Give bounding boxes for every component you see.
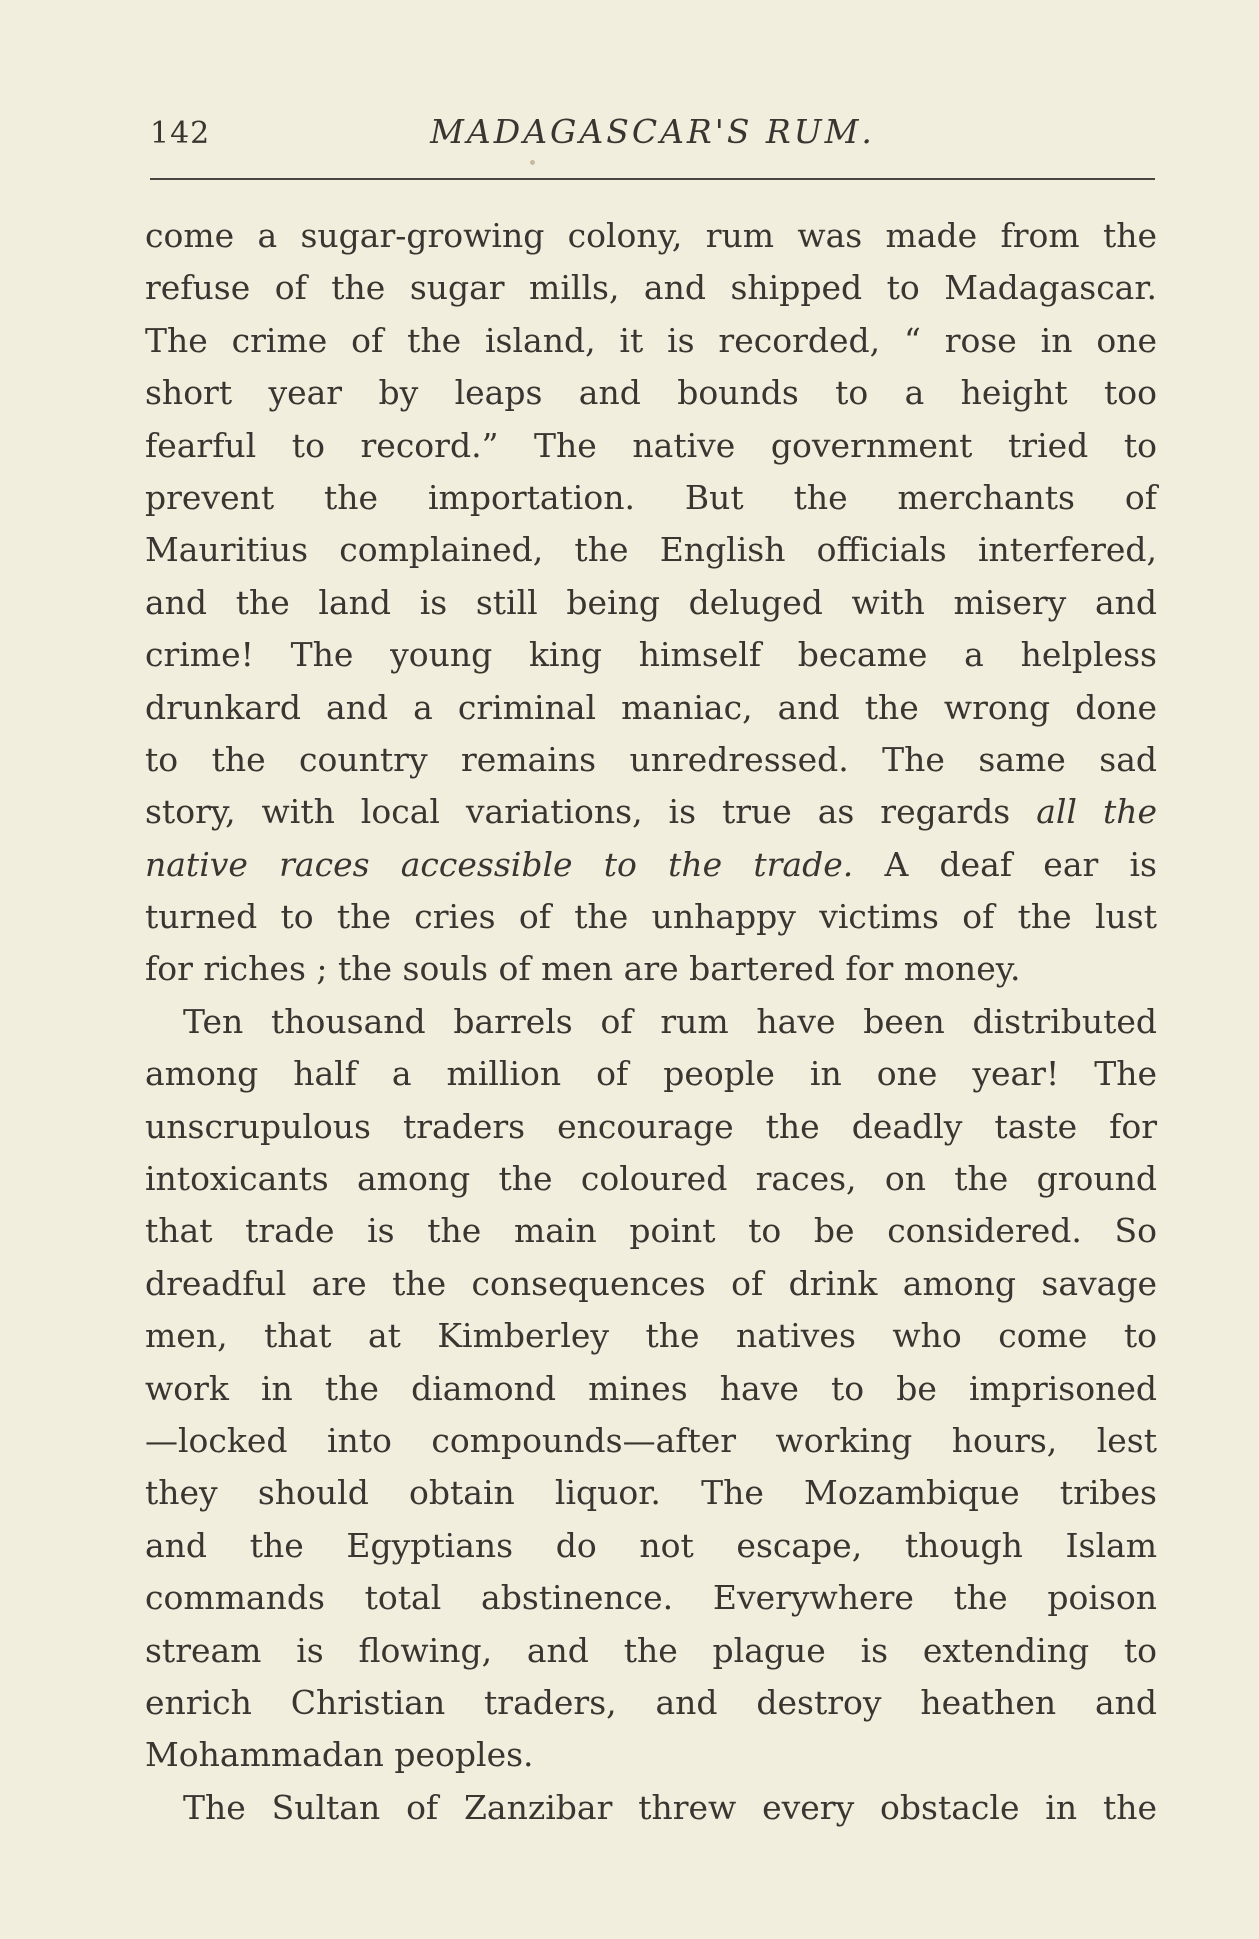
text-line: that trade is the main point to be considered. So bbox=[145, 1211, 1157, 1251]
header-rule bbox=[150, 178, 1155, 180]
text-line-roman: A deaf ear is bbox=[853, 844, 1157, 884]
text-line: The crime of the island, it is recorded, “ rose in one bbox=[145, 320, 1157, 360]
text-line: to the country remains unredressed. The same sad bbox=[145, 739, 1157, 779]
text-line bbox=[145, 839, 1157, 891]
text-line: short year by leaps and bounds to a height too bbox=[145, 373, 1157, 413]
text-line: Ten thousand barrels of rum have been distributed bbox=[183, 1001, 1157, 1041]
text-line-italic: all the bbox=[1036, 792, 1157, 832]
text-line: The Sultan of Zanzibar threw every obstacle in the bbox=[183, 1787, 1157, 1827]
text-line: refuse of the sugar mills, and shipped to Madagascar. bbox=[145, 268, 1157, 308]
text-line: enrich Christian traders, and destroy heathen and bbox=[145, 1682, 1157, 1722]
text-line: and the land is still being deluged with misery and bbox=[145, 582, 1157, 622]
text-line: among half a million of people in one year! The bbox=[145, 1054, 1157, 1094]
text-line: prevent the importation. But the merchants of bbox=[145, 477, 1157, 517]
text-line: intoxicants among the coloured races, on the ground bbox=[145, 1159, 1157, 1199]
text-line-roman: story, with local variations, is true as regards bbox=[145, 792, 1037, 832]
ink-speck bbox=[530, 160, 535, 165]
page-header bbox=[150, 112, 1155, 162]
text-line: crime! The young king himself became a helpless bbox=[145, 635, 1157, 675]
text-line: drunkard and a criminal maniac, and the wrong done bbox=[145, 687, 1157, 727]
text-line: stream is flowing, and the plague is extending to bbox=[145, 1630, 1157, 1670]
text-line: they should obtain liquor. The Mozambique tribes bbox=[145, 1473, 1157, 1513]
text-line: unscrupulous traders encourage the deadly taste for bbox=[145, 1106, 1157, 1146]
text-line: fearful to record.” The native government tried to bbox=[145, 425, 1157, 465]
text-line: work in the diamond mines have to be imprisoned bbox=[145, 1368, 1157, 1408]
text-line: Mauritius complained, the English officials interfered, bbox=[145, 530, 1157, 570]
text-line: and the Egyptians do not escape, though Islam bbox=[145, 1525, 1157, 1565]
text-line: commands total abstinence. Everywhere the poison bbox=[145, 1578, 1157, 1618]
text-line: for riches ; the souls of men are bartered for money. bbox=[145, 949, 1021, 989]
text-line bbox=[145, 786, 1157, 838]
text-line-italic: native races accessible to the trade. bbox=[145, 844, 854, 884]
text-line: dreadful are the consequences of drink among savage bbox=[145, 1263, 1157, 1303]
running-title: MADAGASCAR'S RUM. bbox=[430, 112, 875, 151]
text-line: men, that at Kimberley the natives who come to bbox=[145, 1316, 1157, 1356]
text-line: —locked into compounds—after working hours, lest bbox=[145, 1420, 1157, 1460]
page-number: 142 bbox=[150, 116, 211, 151]
text-line: turned to the cries of the unhappy victims of the lust bbox=[145, 897, 1157, 937]
text-line: Mohammadan peoples. bbox=[145, 1735, 534, 1775]
text-line: come a sugar-growing colony, rum was made from the bbox=[145, 216, 1157, 255]
body-text bbox=[145, 210, 1157, 1834]
